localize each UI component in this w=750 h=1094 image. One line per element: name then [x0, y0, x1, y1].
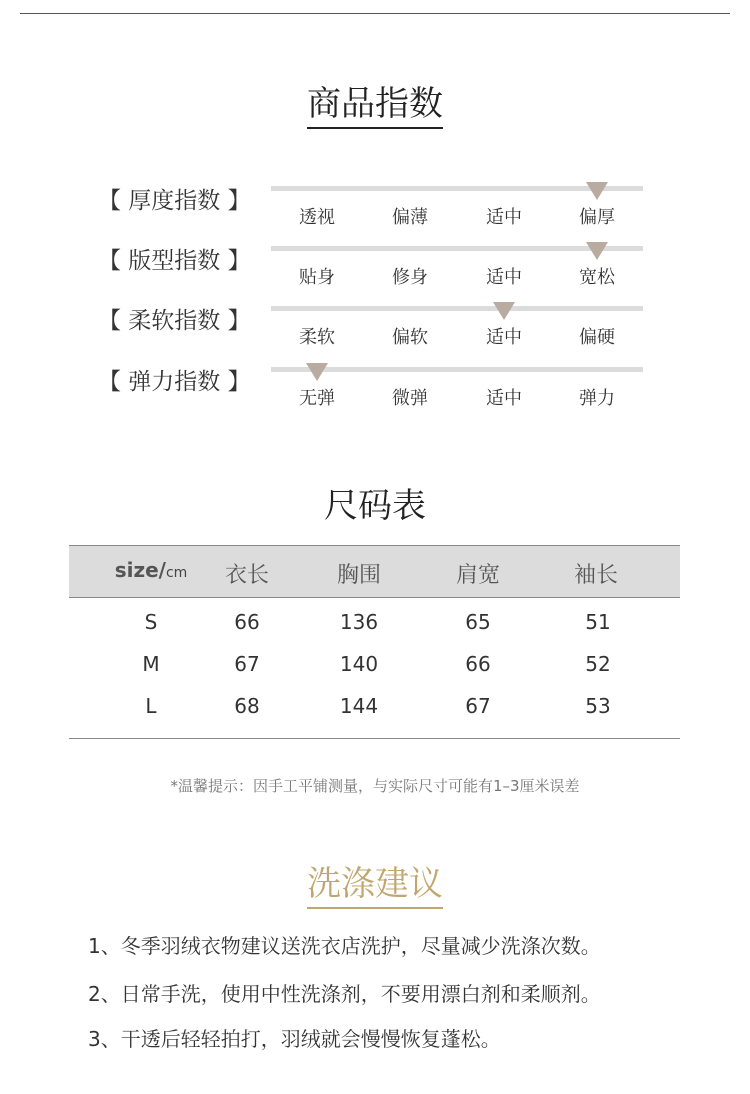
index-option: 柔软: [299, 327, 335, 348]
index-option: 偏软: [392, 327, 428, 348]
wash-instruction: 3、干透后轻轻拍打，羽绒就会慢慢恢复蓬松。: [88, 1027, 501, 1051]
measurement-note: *温馨提示：因手工平铺测量，与实际尺寸可能有1–3厘米误差: [170, 777, 580, 795]
index-option: 微弹: [392, 388, 428, 409]
table-cell: S: [144, 610, 158, 634]
table-cell: 68: [234, 694, 260, 718]
index-row-label: 【 弹力指数 】: [98, 369, 251, 395]
table-cell: 136: [339, 610, 379, 634]
index-option: 偏厚: [579, 207, 615, 228]
index-option: 适中: [486, 267, 522, 288]
index-row-thickness: [0, 186, 750, 246]
index-option: 贴身: [299, 267, 335, 288]
index-row-elasticity: [0, 367, 750, 427]
index-marker: [586, 242, 608, 260]
index-row-fit: [0, 246, 750, 306]
index-marker: [493, 302, 515, 320]
table-cell: 140: [339, 652, 379, 676]
index-option: 适中: [486, 207, 522, 228]
size-table-body: [69, 598, 680, 739]
table-row: [69, 694, 680, 736]
index-scale-bar: [271, 306, 643, 311]
index-option: 无弹: [299, 388, 335, 409]
index-option: 适中: [486, 388, 522, 409]
index-option: 修身: [392, 267, 428, 288]
header-unit-label: cm: [165, 565, 188, 581]
index-row-label: 【 版型指数 】: [98, 248, 251, 274]
table-cell: M: [142, 652, 160, 676]
table-cell: 66: [234, 610, 260, 634]
table-cell: 51: [585, 610, 611, 634]
index-title-text: 商品指数: [307, 84, 443, 129]
index-option: 宽松: [579, 267, 615, 288]
wash-section-title: [0, 856, 750, 905]
table-cell: 53: [585, 694, 611, 718]
size-chart-title: 尺码表: [324, 486, 426, 526]
size-table: [69, 545, 680, 739]
header-size-label: size/: [114, 558, 166, 582]
index-section-title: [0, 76, 750, 125]
index-option: 偏硬: [579, 327, 615, 348]
table-cell: 67: [465, 694, 491, 718]
header-cell: 肩宽: [455, 563, 500, 588]
index-option: 透视: [299, 207, 335, 228]
table-row: [69, 610, 680, 652]
table-cell: L: [145, 694, 157, 718]
header-cell: 袖长: [573, 563, 618, 588]
wash-instruction: 2、日常手洗，使用中性洗涤剂，不要用漂白剂和柔顺剂。: [88, 982, 601, 1006]
index-marker: [586, 182, 608, 200]
index-option: 偏薄: [392, 207, 428, 228]
header-cell: 衣长: [224, 563, 269, 588]
size-table-header: [69, 545, 680, 598]
wash-title-text: 洗涤建议: [307, 864, 443, 909]
header-cell: 胸围: [336, 563, 381, 588]
index-marker: [306, 363, 328, 381]
index-row-softness: [0, 306, 750, 366]
table-row: [69, 652, 680, 694]
index-row-label: 【 柔软指数 】: [98, 308, 251, 334]
table-cell: 144: [339, 694, 379, 718]
index-option: 适中: [486, 327, 522, 348]
wash-instruction: 1、冬季羽绒衣物建议送洗衣店洗护，尽量减少洗涤次数。: [88, 934, 601, 958]
index-row-label: 【 厚度指数 】: [98, 188, 251, 214]
table-cell: 67: [234, 652, 260, 676]
top-divider: [20, 13, 730, 14]
table-cell: 52: [585, 652, 611, 676]
index-option: 弹力: [579, 388, 615, 409]
table-cell: 65: [465, 610, 491, 634]
table-cell: 66: [465, 652, 491, 676]
